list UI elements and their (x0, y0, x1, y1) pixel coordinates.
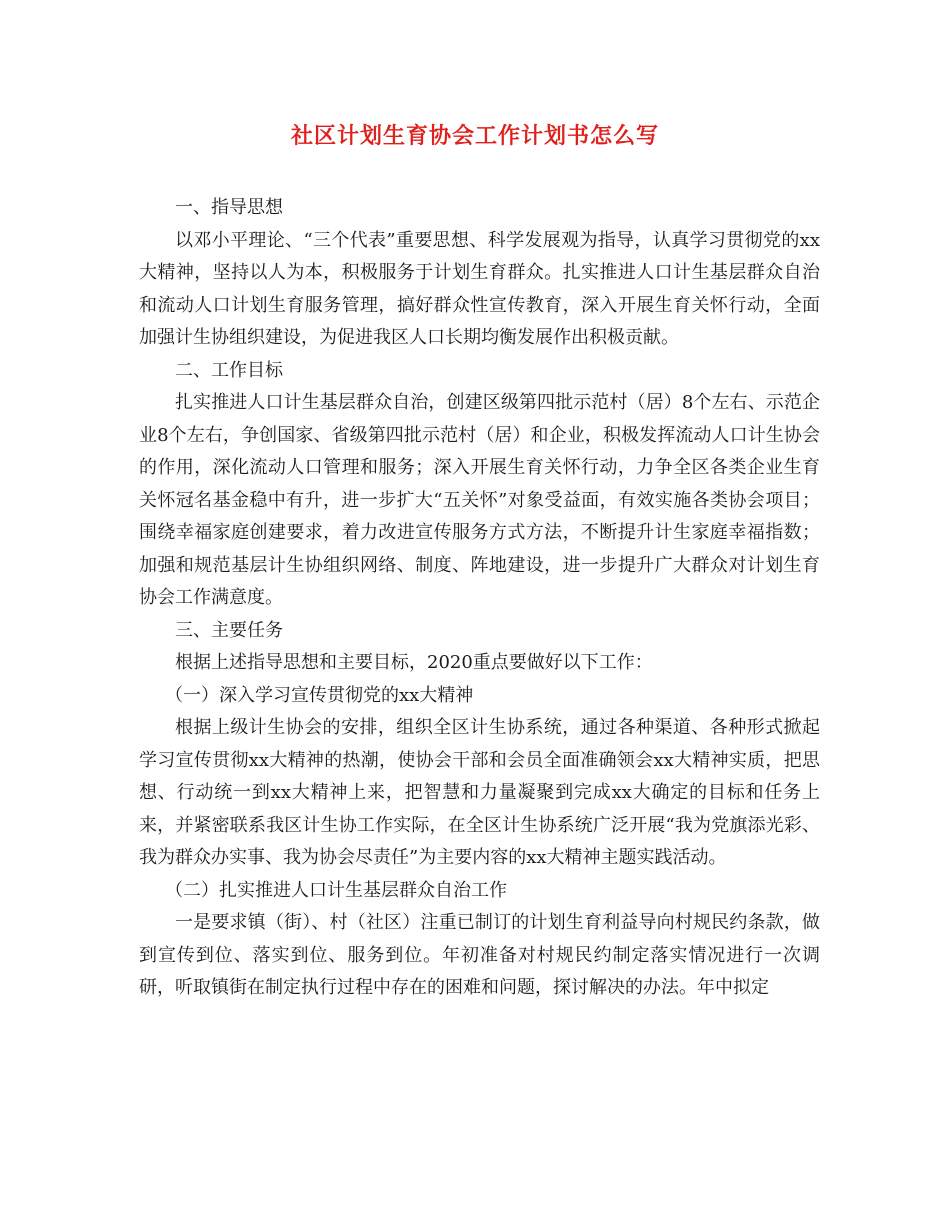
paragraph-main-tasks-intro: 根据上述指导思想和主要目标，2020重点要做好以下工作： (175, 652, 653, 673)
section-heading-work-goals: 二、工作目标 (175, 359, 283, 381)
section-heading-main-tasks: 三、主要任务 (175, 619, 283, 641)
subsection-heading-1: （一）深入学习宣传贯彻党的xx大精神 (165, 684, 474, 706)
section-heading-guiding-ideology: 一、指导思想 (175, 197, 283, 218)
subsection-heading-2: （二）扎实推进人口计生基层群众自治工作 (165, 879, 507, 901)
paragraph-guiding-ideology: 以邓小平理论、“三个代表”重要思想、科学发展观为指导，认真学习贯彻党的xx大精神，坚持以人为本，积极服务于计划生育群众。扎实推进人口计生基层群众自治和流动人口计划生育服务管理，搞好群众性宣传教育，深入开展生育关怀行动，全面加强计生协组织建设，为促进我区人口长期均衡发展作出积极贡献。 (139, 229, 820, 348)
paragraph-subsection-2: 一是要求镇（街）、村（社区）注重已制订的计划生育利益导向村规民约条款，做到宣传到位、落实到位、服务到位。年初准备对村规民约制定落实情况进行一次调研，听取镇街在制定执行过程中存在的困难和问题，探讨解决的办法。年中拟定 (139, 912, 820, 998)
paragraph-subsection-1: 根据上级计生协会的安排，组织全区计生协系统，通过各种渠道、各种形式掀起学习宣传贯彻xx大精神的热潮，使协会干部和会员全面准确领会xx大精神实质，把思想、行动统一到xx大精神上来，把智慧和力量凝聚到完成xx大确定的目标和任务上来，并紧密联系我区计生协工作实际，在全区计生协系统广泛开展“我为党旗添光彩、我为群众办实事、我为协会尽责任”为主要内容的xx大精神主题实践活动。 (139, 717, 820, 868)
document-title: 社区计划生育协会工作计划书怎么写 (290, 123, 659, 149)
paragraph-work-goals: 扎实推进人口计生基层群众自治，创建区级第四批示范村（居）8个左右、示范企业8个左右，争创国家、省级第四批示范村（居）和企业，积极发挥流动人口计生协会的作用，深化流动人口管理和服务；深入开展生育关怀行动，力争全区各类企业生育关怀冠名基金稳中有升，进一步扩大“五关怀”对象受益面，有效实施各类协会项目；围绕幸福家庭创建要求，着力改进宣传服务方式方法，不断提升计生家庭幸福指数；加强和规范基层计生协组织网络、制度、阵地建设，进一步提升广大群众对计划生育协会工作满意度。 (139, 392, 820, 608)
document-body (139, 192, 820, 1005)
